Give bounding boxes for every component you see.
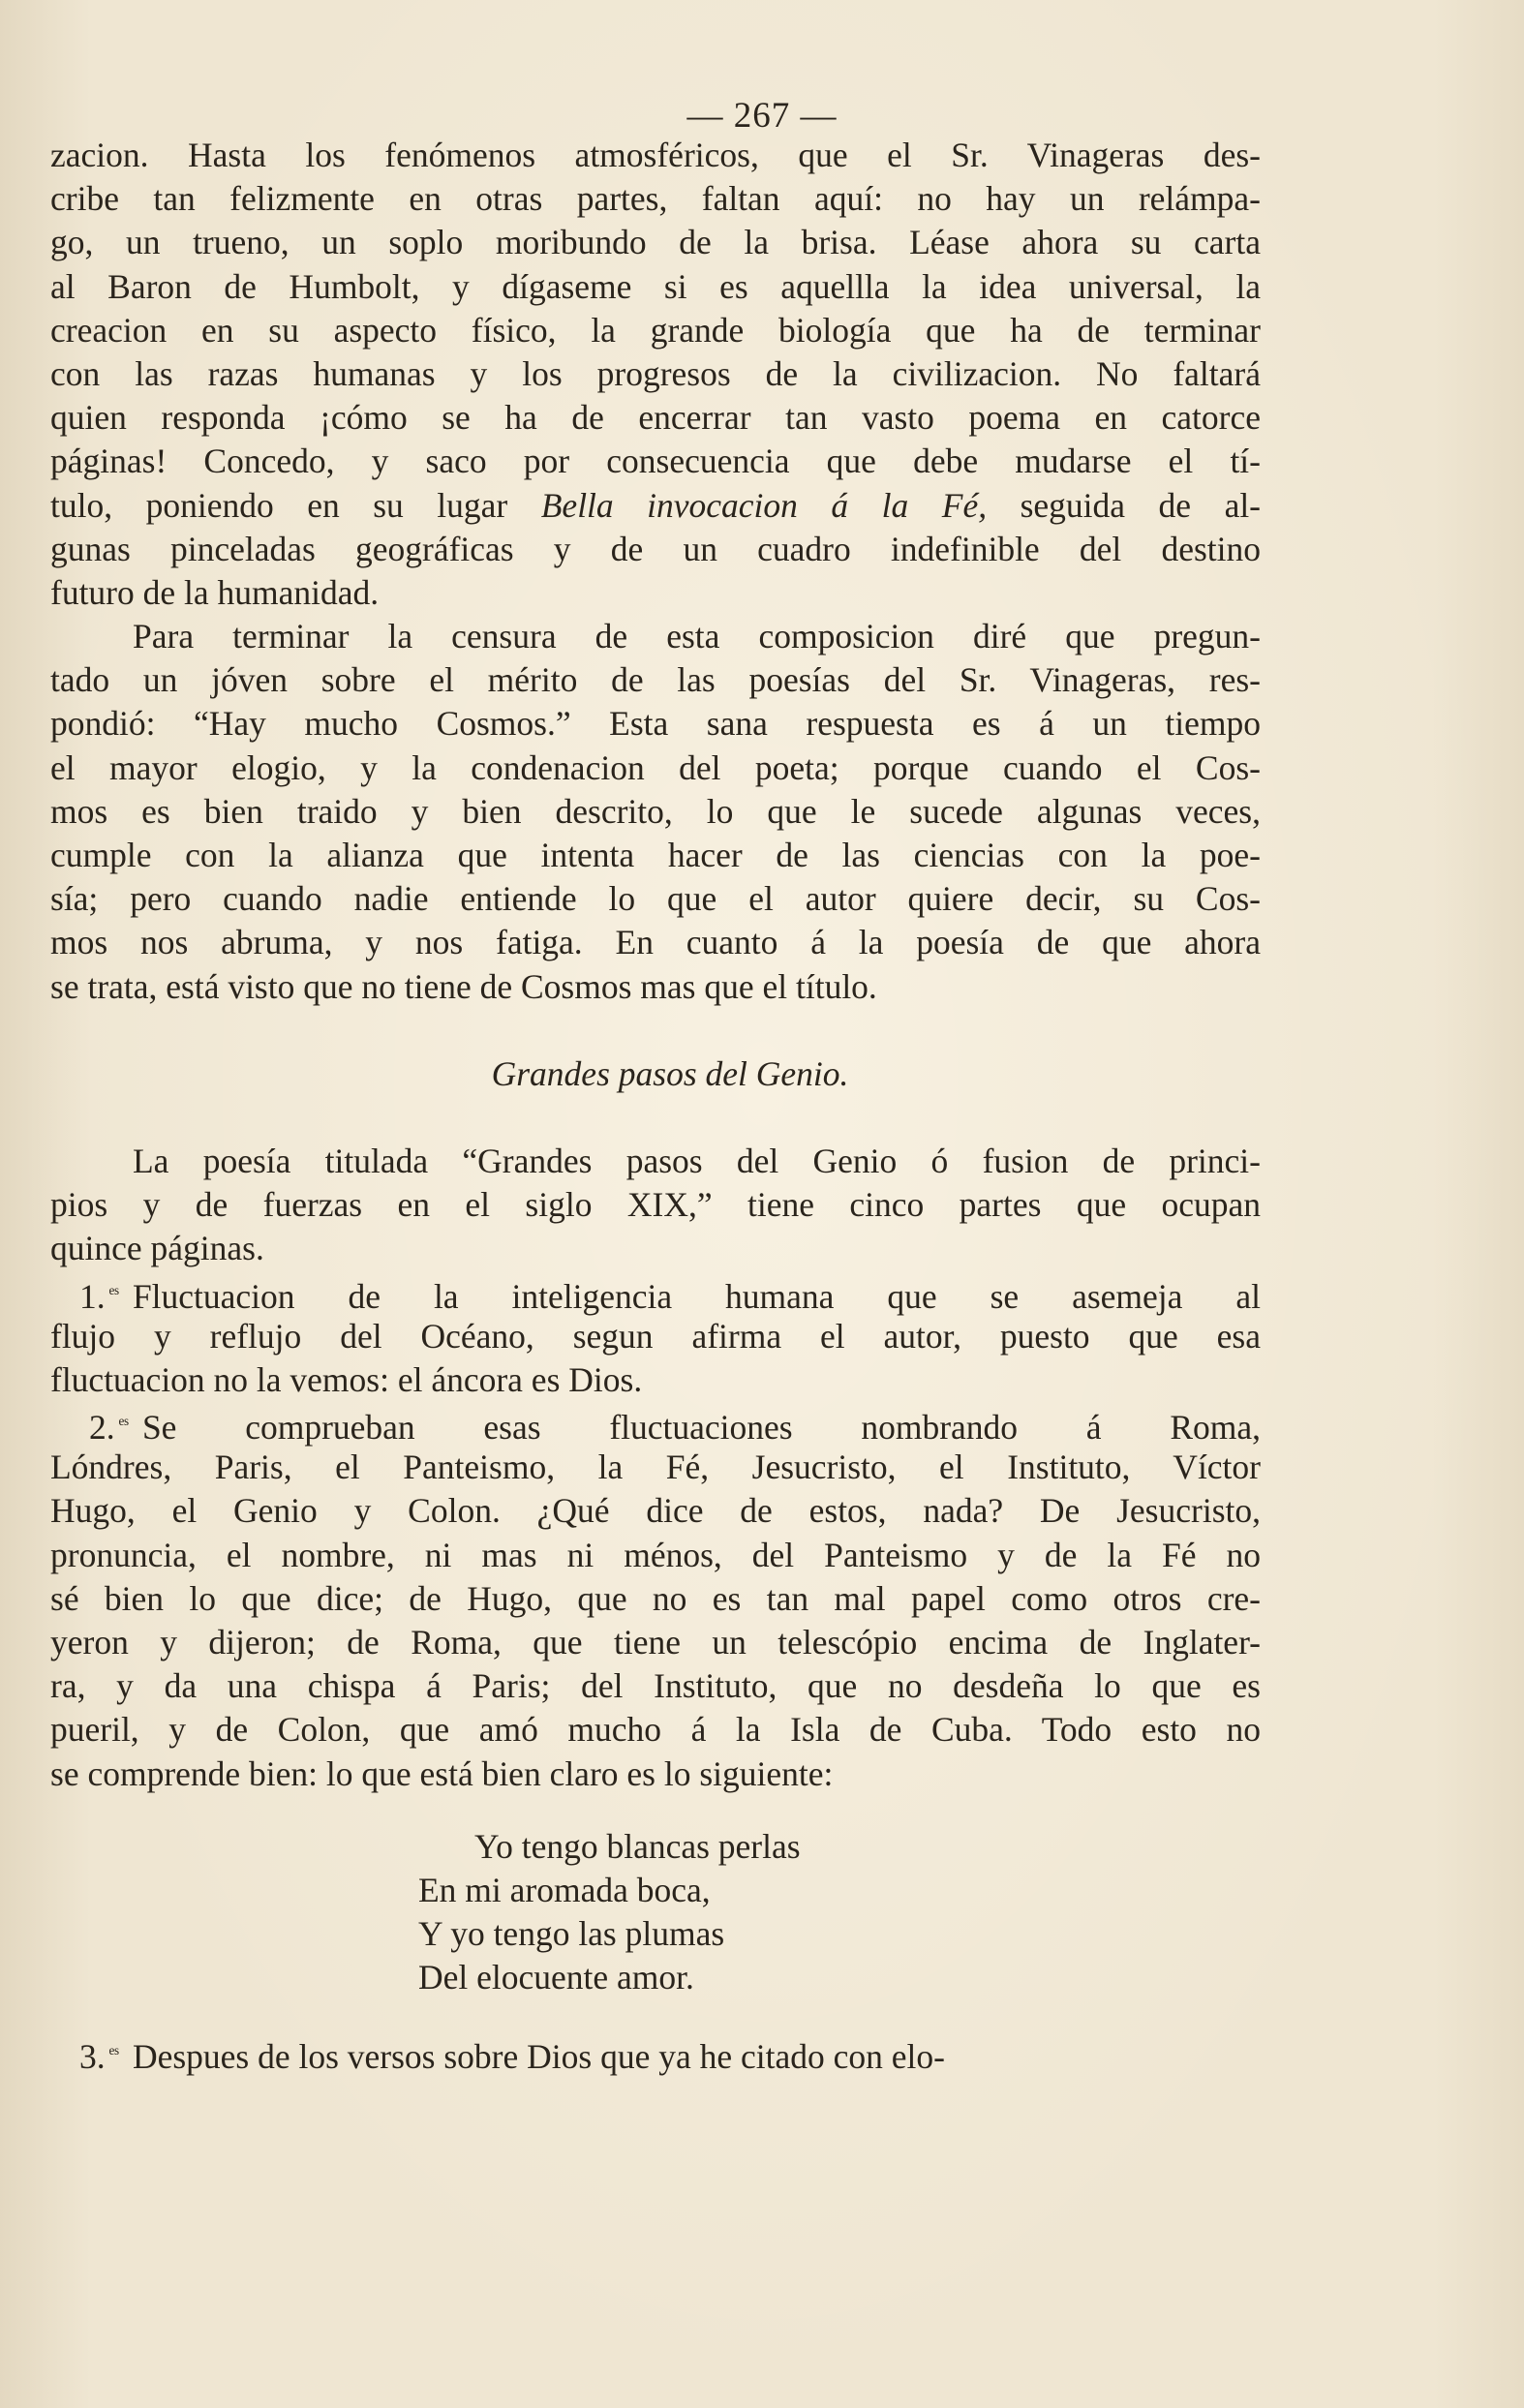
text-line: quien responda ¡cómo se ha de encerrar tan vasto poema en catorce xyxy=(50,398,1261,438)
text-line: pios y de fuerzas en el siglo XIX,” tiene cinco partes que ocupan xyxy=(50,1185,1261,1225)
verse-line: Del elocuente amor. xyxy=(418,1958,694,1997)
text-line xyxy=(50,1402,1261,1446)
item-text: Despues de los versos sobre Dios que ya he citado con elo- xyxy=(132,2036,945,2076)
text-line: gunas pinceladas geográficas y de un cuadro indefinible del destino xyxy=(50,529,1261,568)
list-item-1 xyxy=(50,1271,1261,1403)
text-line: pondió: “Hay mucho Cosmos.” Esta sana respuesta es á un tiempo xyxy=(50,704,1261,744)
text-line: sía; pero cuando nadie entiende lo que el autor quiere decir, su Cos- xyxy=(50,879,1261,919)
text-line: el mayor elogio, y la condenacion del poeta; porque cuando el Cos- xyxy=(50,747,1261,787)
text-line: páginas! Concedo, y saco por consecuencia que debe mudarse el tí- xyxy=(50,442,1261,481)
text-line: yeron y dijeron; de Roma, que tiene un telescópio encima de Inglater- xyxy=(50,1623,1261,1661)
text-line: pueril, y de Colon, que amó mucho á la Isla de Cuba. Todo esto no xyxy=(50,1710,1261,1750)
text-line xyxy=(50,2031,1261,2075)
verse-line: Yo tengo blancas perlas xyxy=(474,1826,801,1866)
ordinal-mark: ᵉˢ xyxy=(108,2040,119,2065)
list-item-2 xyxy=(50,1402,1261,1796)
paragraph-1 xyxy=(50,134,1261,615)
text-line: La poesía titulada “Grandes pasos del Genio ó fusion de princi- xyxy=(133,1141,1261,1180)
text-line: mos nos abruma, y nos fatiga. En cuanto á la poesía de que ahora xyxy=(50,923,1261,962)
item-number: 2. xyxy=(89,1408,115,1448)
ordinal-mark: ᵉˢ xyxy=(108,1280,119,1305)
text-line: go, un trueno, un soplo moribundo de la brisa. Léase ahora su carta xyxy=(50,223,1261,262)
text-line: sé bien lo que dice; de Hugo, que no es tan mal papel como otros cre- xyxy=(50,1578,1261,1618)
text-line: cumple con la alianza que intenta hacer de las ciencias con la poe- xyxy=(50,836,1261,874)
item-text: Se comprueban esas fluctuaciones nombrando á Roma, xyxy=(141,1408,1261,1448)
ordinal-mark: ᵉˢ xyxy=(118,1412,129,1437)
text-line: zacion. Hasta los fenómenos atmosféricos, que el Sr. Vinageras des- xyxy=(50,136,1261,174)
text-line: mos es bien traido y bien descrito, lo que le sucede algunas veces, xyxy=(50,791,1261,831)
text-line: Para terminar la censura de esta composicion diré que pregun- xyxy=(133,617,1261,656)
item-text: Fluctuacion de la inteligencia humana que se asemeja al xyxy=(132,1276,1261,1316)
paragraph-2 xyxy=(50,615,1261,1009)
verse-line: Y yo tengo las plumas xyxy=(418,1914,725,1954)
text-line: futuro de la humanidad. xyxy=(50,572,380,612)
verse-block xyxy=(50,1825,1261,2000)
page-body xyxy=(50,134,1261,2075)
text-line: ra, y da una chispa á Paris; del Instituto, que no desdeña lo que es xyxy=(50,1666,1261,1706)
text-line: se comprende bien: lo que está bien claro es lo siguiente: xyxy=(50,1753,834,1793)
text-line: con las razas humanas y los progresos de la civilizacion. No faltará xyxy=(50,353,1261,393)
list-item-3 xyxy=(50,2031,1261,2075)
text-line: se trata, está visto que no tiene de Cosmos mas que el título. xyxy=(50,966,877,1006)
text-line-with-italic xyxy=(50,484,1261,528)
paragraph-3 xyxy=(50,1140,1261,1271)
section-title: Grandes pasos del Genio. xyxy=(491,1053,849,1093)
text-line: flujo y reflujo del Océano, segun afirma el autor, puesto que esa xyxy=(50,1316,1261,1356)
text-line xyxy=(50,1271,1261,1315)
page-number: — 267 — xyxy=(686,96,838,136)
item-number: 3. xyxy=(79,2036,106,2076)
verse-line: En mi aromada boca, xyxy=(418,1870,711,1909)
item-number: 1. xyxy=(79,1276,106,1316)
text-line: pronuncia, el nombre, ni mas ni ménos, del Panteismo y de la Fé no xyxy=(50,1535,1261,1574)
text-line: al Baron de Humbolt, y dígaseme si es aquellla la idea universal, la xyxy=(50,266,1261,306)
text-line: creacion en su aspecto físico, la grande biología que ha de terminar xyxy=(50,310,1261,350)
text-line: quince páginas. xyxy=(50,1229,264,1268)
text-line: fluctuacion no la vemos: el áncora es Dios. xyxy=(50,1359,643,1399)
text-line: Lóndres, Paris, el Panteismo, la Fé, Jesucristo, el Instituto, Víctor xyxy=(50,1448,1261,1487)
italic-title: Bella invocacion á la Fé, xyxy=(540,485,988,525)
text-line: tado un jóven sobre el mérito de las poesías del Sr. Vinageras, res- xyxy=(50,660,1261,700)
text-segment: tulo, poniendo en su lugar xyxy=(50,485,541,525)
text-line: Hugo, el Genio y Colon. ¿Qué dice de estos, nada? De Jesucristo, xyxy=(50,1491,1261,1531)
text-segment: seguida de al- xyxy=(987,485,1262,525)
text-line: cribe tan felizmente en otras partes, faltan aquí: no hay un relámpa- xyxy=(50,179,1261,219)
